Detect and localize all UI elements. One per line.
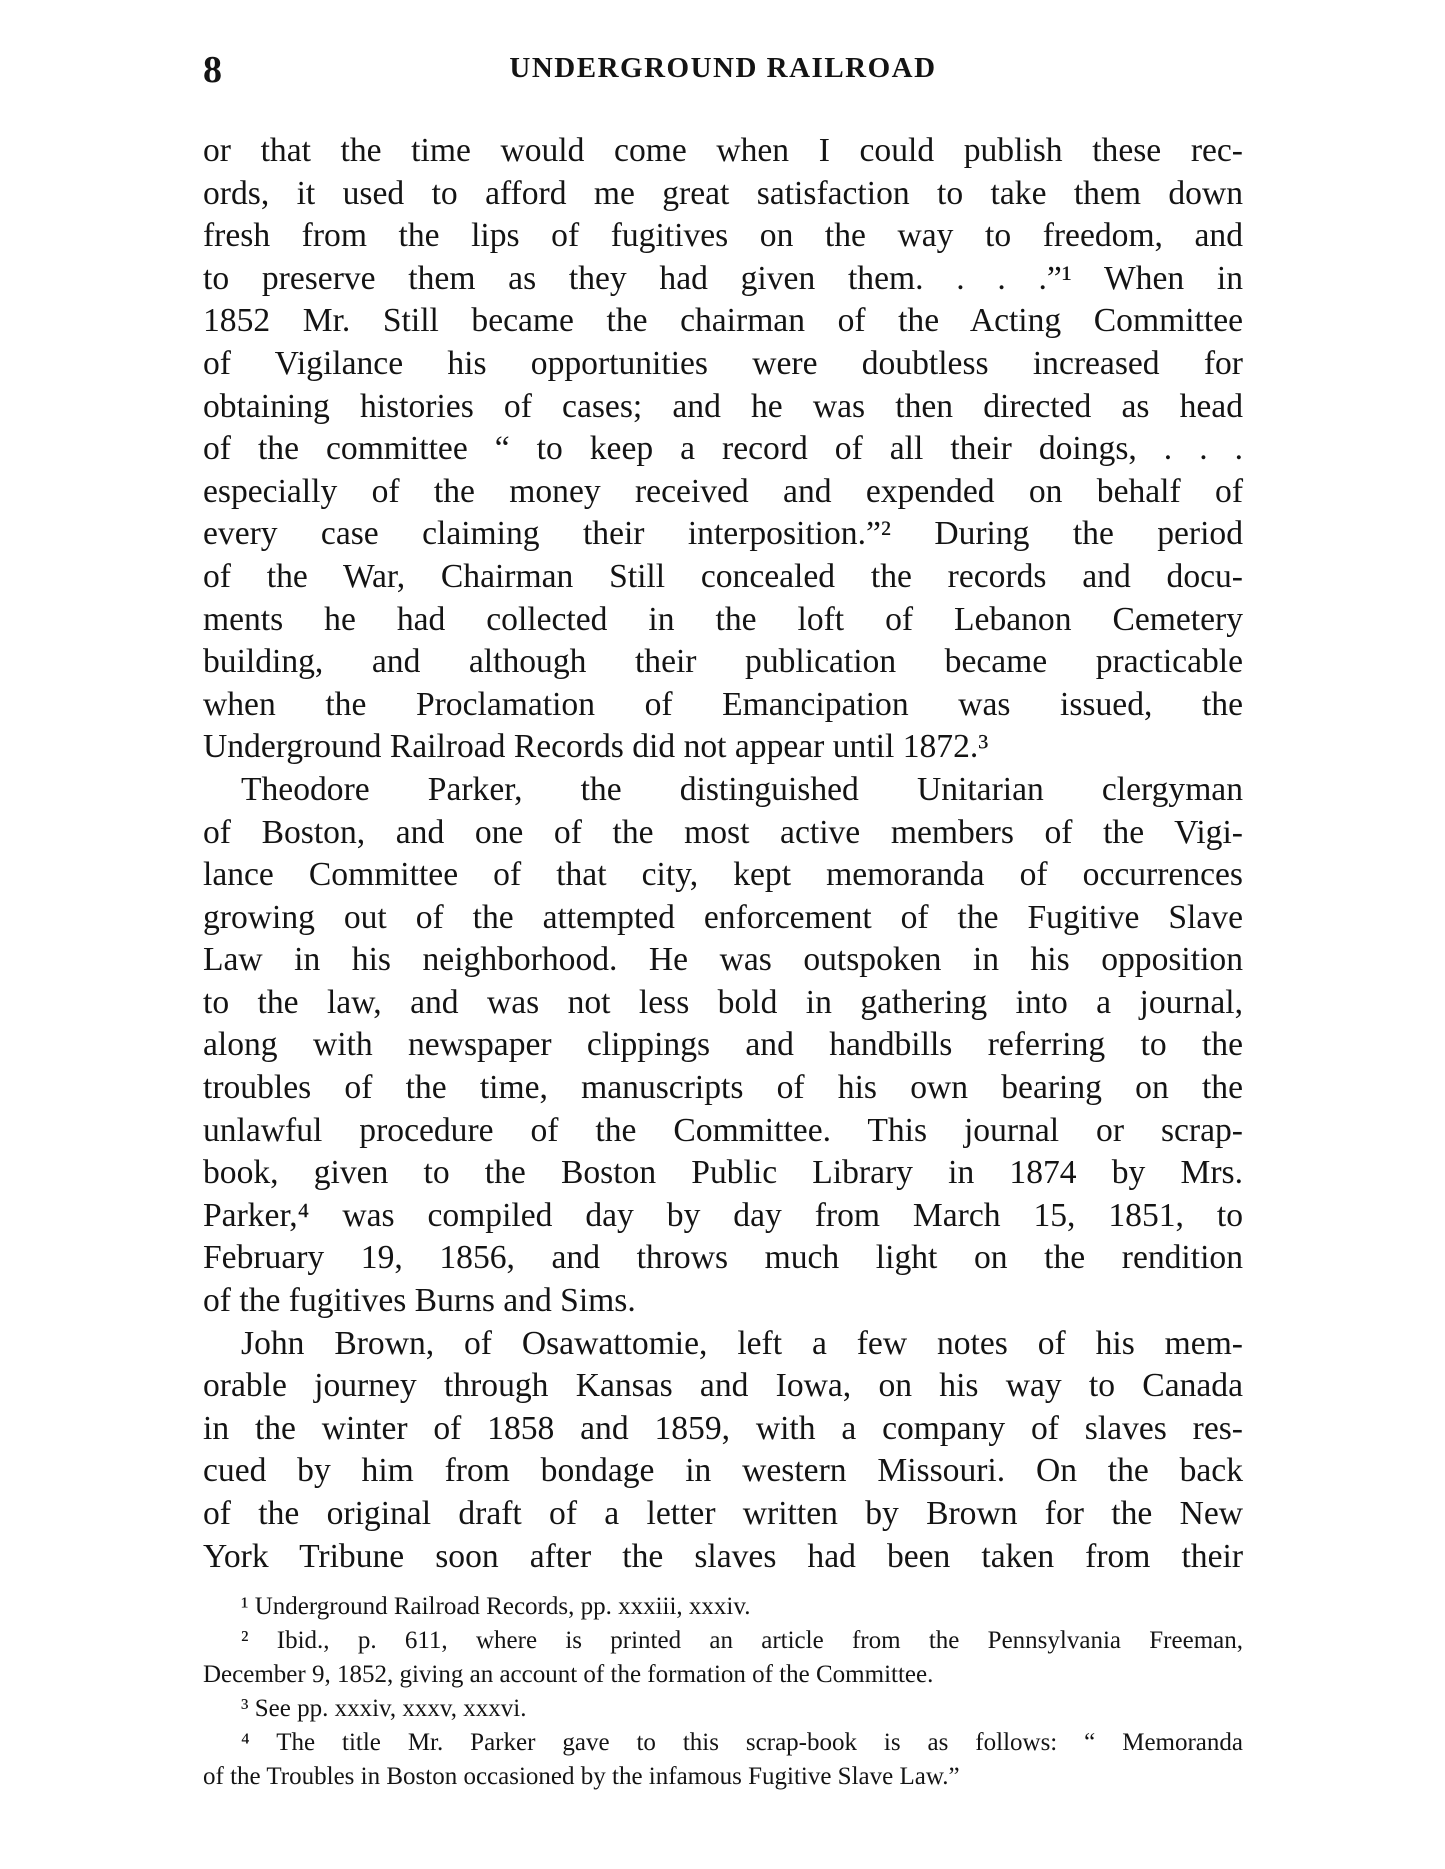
body-text — [203, 130, 1243, 1578]
body-line: ords, it used to afford me great satisfaction to take them down — [203, 174, 1243, 212]
body-line: York Tribune soon after the slaves had been taken from their — [203, 1537, 1243, 1575]
body-line: of Boston, and one of the most active members of the Vigi- — [203, 813, 1243, 851]
footnotes — [203, 1590, 1243, 1794]
footnote-line: ⁴ The title Mr. Parker gave to this scrap-book is as follows: “ Memoranda — [241, 1729, 1243, 1756]
body-line: 1852 Mr. Still became the chairman of the Acting Committee — [203, 302, 1243, 340]
body-line: Theodore Parker, the distinguished Unitarian clergyman — [241, 770, 1243, 808]
body-line: orable journey through Kansas and Iowa, on his way to Canada — [203, 1367, 1243, 1405]
body-line: when the Proclamation of Emancipation was issued, the — [203, 685, 1243, 723]
body-line: obtaining histories of cases; and he was then directed as head — [203, 387, 1243, 425]
body-line: lance Committee of that city, kept memoranda of occurrences — [203, 856, 1243, 894]
body-line: book, given to the Boston Public Library in 1874 by Mrs. — [203, 1154, 1243, 1192]
body-line: troubles of the time, manuscripts of his own bearing on the — [203, 1069, 1243, 1107]
body-line: unlawful procedure of the Committee. This journal or scrap- — [203, 1111, 1243, 1149]
body-line: to the law, and was not less bold in gathering into a journal, — [203, 983, 1243, 1021]
body-line: John Brown, of Osawattomie, left a few notes of his mem- — [241, 1324, 1243, 1362]
body-line: fresh from the lips of fugitives on the way to freedom, and — [203, 217, 1243, 255]
body-line: Law in his neighborhood. He was outspoken in his opposition — [203, 941, 1243, 979]
body-line: especially of the money received and expended on behalf of — [203, 472, 1243, 510]
footnote-line: ² Ibid., p. 611, where is printed an article from the Pennsylvania Freeman, — [241, 1627, 1243, 1654]
body-line: Parker,⁴ was compiled day by day from March 15, 1851, to — [203, 1196, 1243, 1234]
footnote-line: ¹ Underground Railroad Records, pp. xxxiii, xxxiv. — [241, 1593, 751, 1620]
page-number: 8 — [203, 49, 222, 91]
footnote-line: ³ See pp. xxxiv, xxxv, xxxvi. — [241, 1695, 527, 1722]
footnote-line: December 9, 1852, giving an account of the formation of the Committee. — [203, 1661, 934, 1688]
running-head: UNDERGROUND RAILROAD — [509, 52, 937, 84]
body-line: ments he had collected in the loft of Lebanon Cemetery — [203, 600, 1243, 638]
body-line: of Vigilance his opportunities were doubtless increased for — [203, 344, 1243, 382]
body-line: every case claiming their interposition.”² During the period — [203, 515, 1243, 553]
body-line: along with newspaper clippings and handbills referring to the — [203, 1026, 1243, 1064]
body-line: to preserve them as they had given them. . . .”¹ When in — [203, 259, 1243, 297]
footnote-line: of the Troubles in Boston occasioned by the infamous Fugitive Slave Law.” — [203, 1763, 960, 1790]
body-line: of the committee “ to keep a record of all their doings, . . . — [203, 430, 1243, 468]
page-header — [203, 48, 1243, 98]
body-line: in the winter of 1858 and 1859, with a company of slaves res- — [203, 1409, 1243, 1447]
body-line: cued by him from bondage in western Missouri. On the back — [203, 1452, 1243, 1490]
body-line: Underground Railroad Records did not appear until 1872.³ — [203, 728, 989, 766]
body-line: or that the time would come when I could publish these rec- — [203, 132, 1243, 169]
body-line: of the War, Chairman Still concealed the records and docu- — [203, 557, 1243, 595]
body-line: of the fugitives Burns and Sims. — [203, 1282, 636, 1320]
body-line: growing out of the attempted enforcement of the Fugitive Slave — [203, 898, 1243, 936]
body-line: February 19, 1856, and throws much light on the rendition — [203, 1239, 1243, 1277]
body-line: building, and although their publication became practicable — [203, 643, 1243, 681]
body-line: of the original draft of a letter written by Brown for the New — [203, 1495, 1243, 1532]
